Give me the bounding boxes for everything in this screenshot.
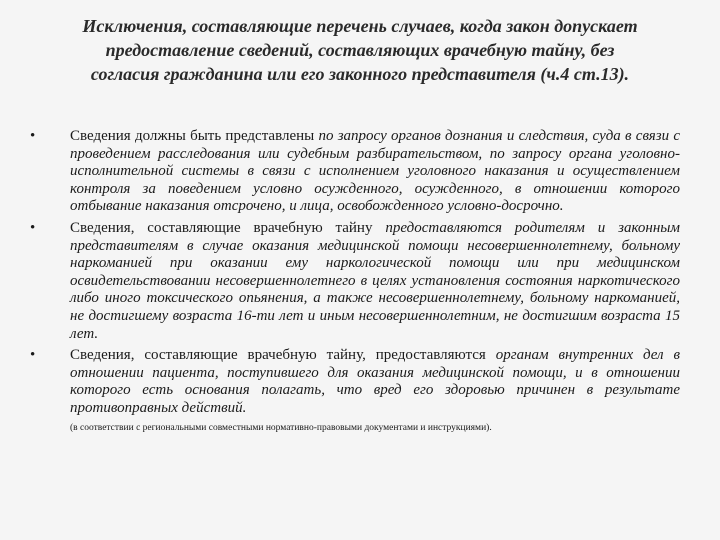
bullet-icon: • <box>30 347 36 364</box>
list-item <box>30 220 680 343</box>
bullet-list <box>30 128 680 434</box>
bullet-icon: • <box>30 128 36 144</box>
bullet-text-regular: Сведения, составляющие врачебную тайну, предоставляются <box>70 347 496 364</box>
title-line: Исключения, составляющие перечень случаев, когда закон допускает <box>82 16 638 36</box>
list-item <box>30 128 680 216</box>
bullet-text-regular: Сведения должны быть представлены <box>70 128 319 144</box>
bullet-text-regular: Сведения, составляющие врачебную тайну <box>70 219 386 236</box>
bullet-text-italic: органам внутренних дел в отношении пациента, поступившего для оказания медицинской помощи, и в отношении которого есть основания полагать, что вред его здоровью причинен в результате противоправных действий. <box>70 347 680 416</box>
slide-title <box>40 14 680 86</box>
bullet-icon: • <box>30 219 36 236</box>
bullet-text-italic: по запросу органов дознания и следствия, суда в связи с проведением расследования или судебным разбирательством, по запросу органа уголовно-исполнительной системы в связи с исполнением уголовного наказания и осуществлением контроля за поведением условно осужденного, осужденного, в отношении которого отбывание наказания отсрочено, и лица, освобожденного условно-досрочно. <box>70 128 680 215</box>
list-item <box>30 347 680 433</box>
title-line: предоставление сведений, составляющих врачебную тайну, без <box>105 40 615 60</box>
bullet-text-italic: предоставляются родителям и законным представителям в случае оказания медицинской помощи несовершеннолетнему, больному наркоманией при оказании ему наркологической помощи или при медицинском освидетельствовании несовершеннолетнего в целях установления состояния наркотического либо иного токсического опьянения, а также несовершеннолетнему, больному наркоманией, не достигшему возраста 16-ти лет и иным несовершеннолетним, не достигшим возраста 15 лет. <box>70 219 680 342</box>
title-line: согласия гражданина или его законного представителя (ч.4 ст.13). <box>90 64 630 84</box>
footnote: (в соответствии с региональными совместными нормативно-правовыми документами и инструкциями). <box>70 422 492 433</box>
